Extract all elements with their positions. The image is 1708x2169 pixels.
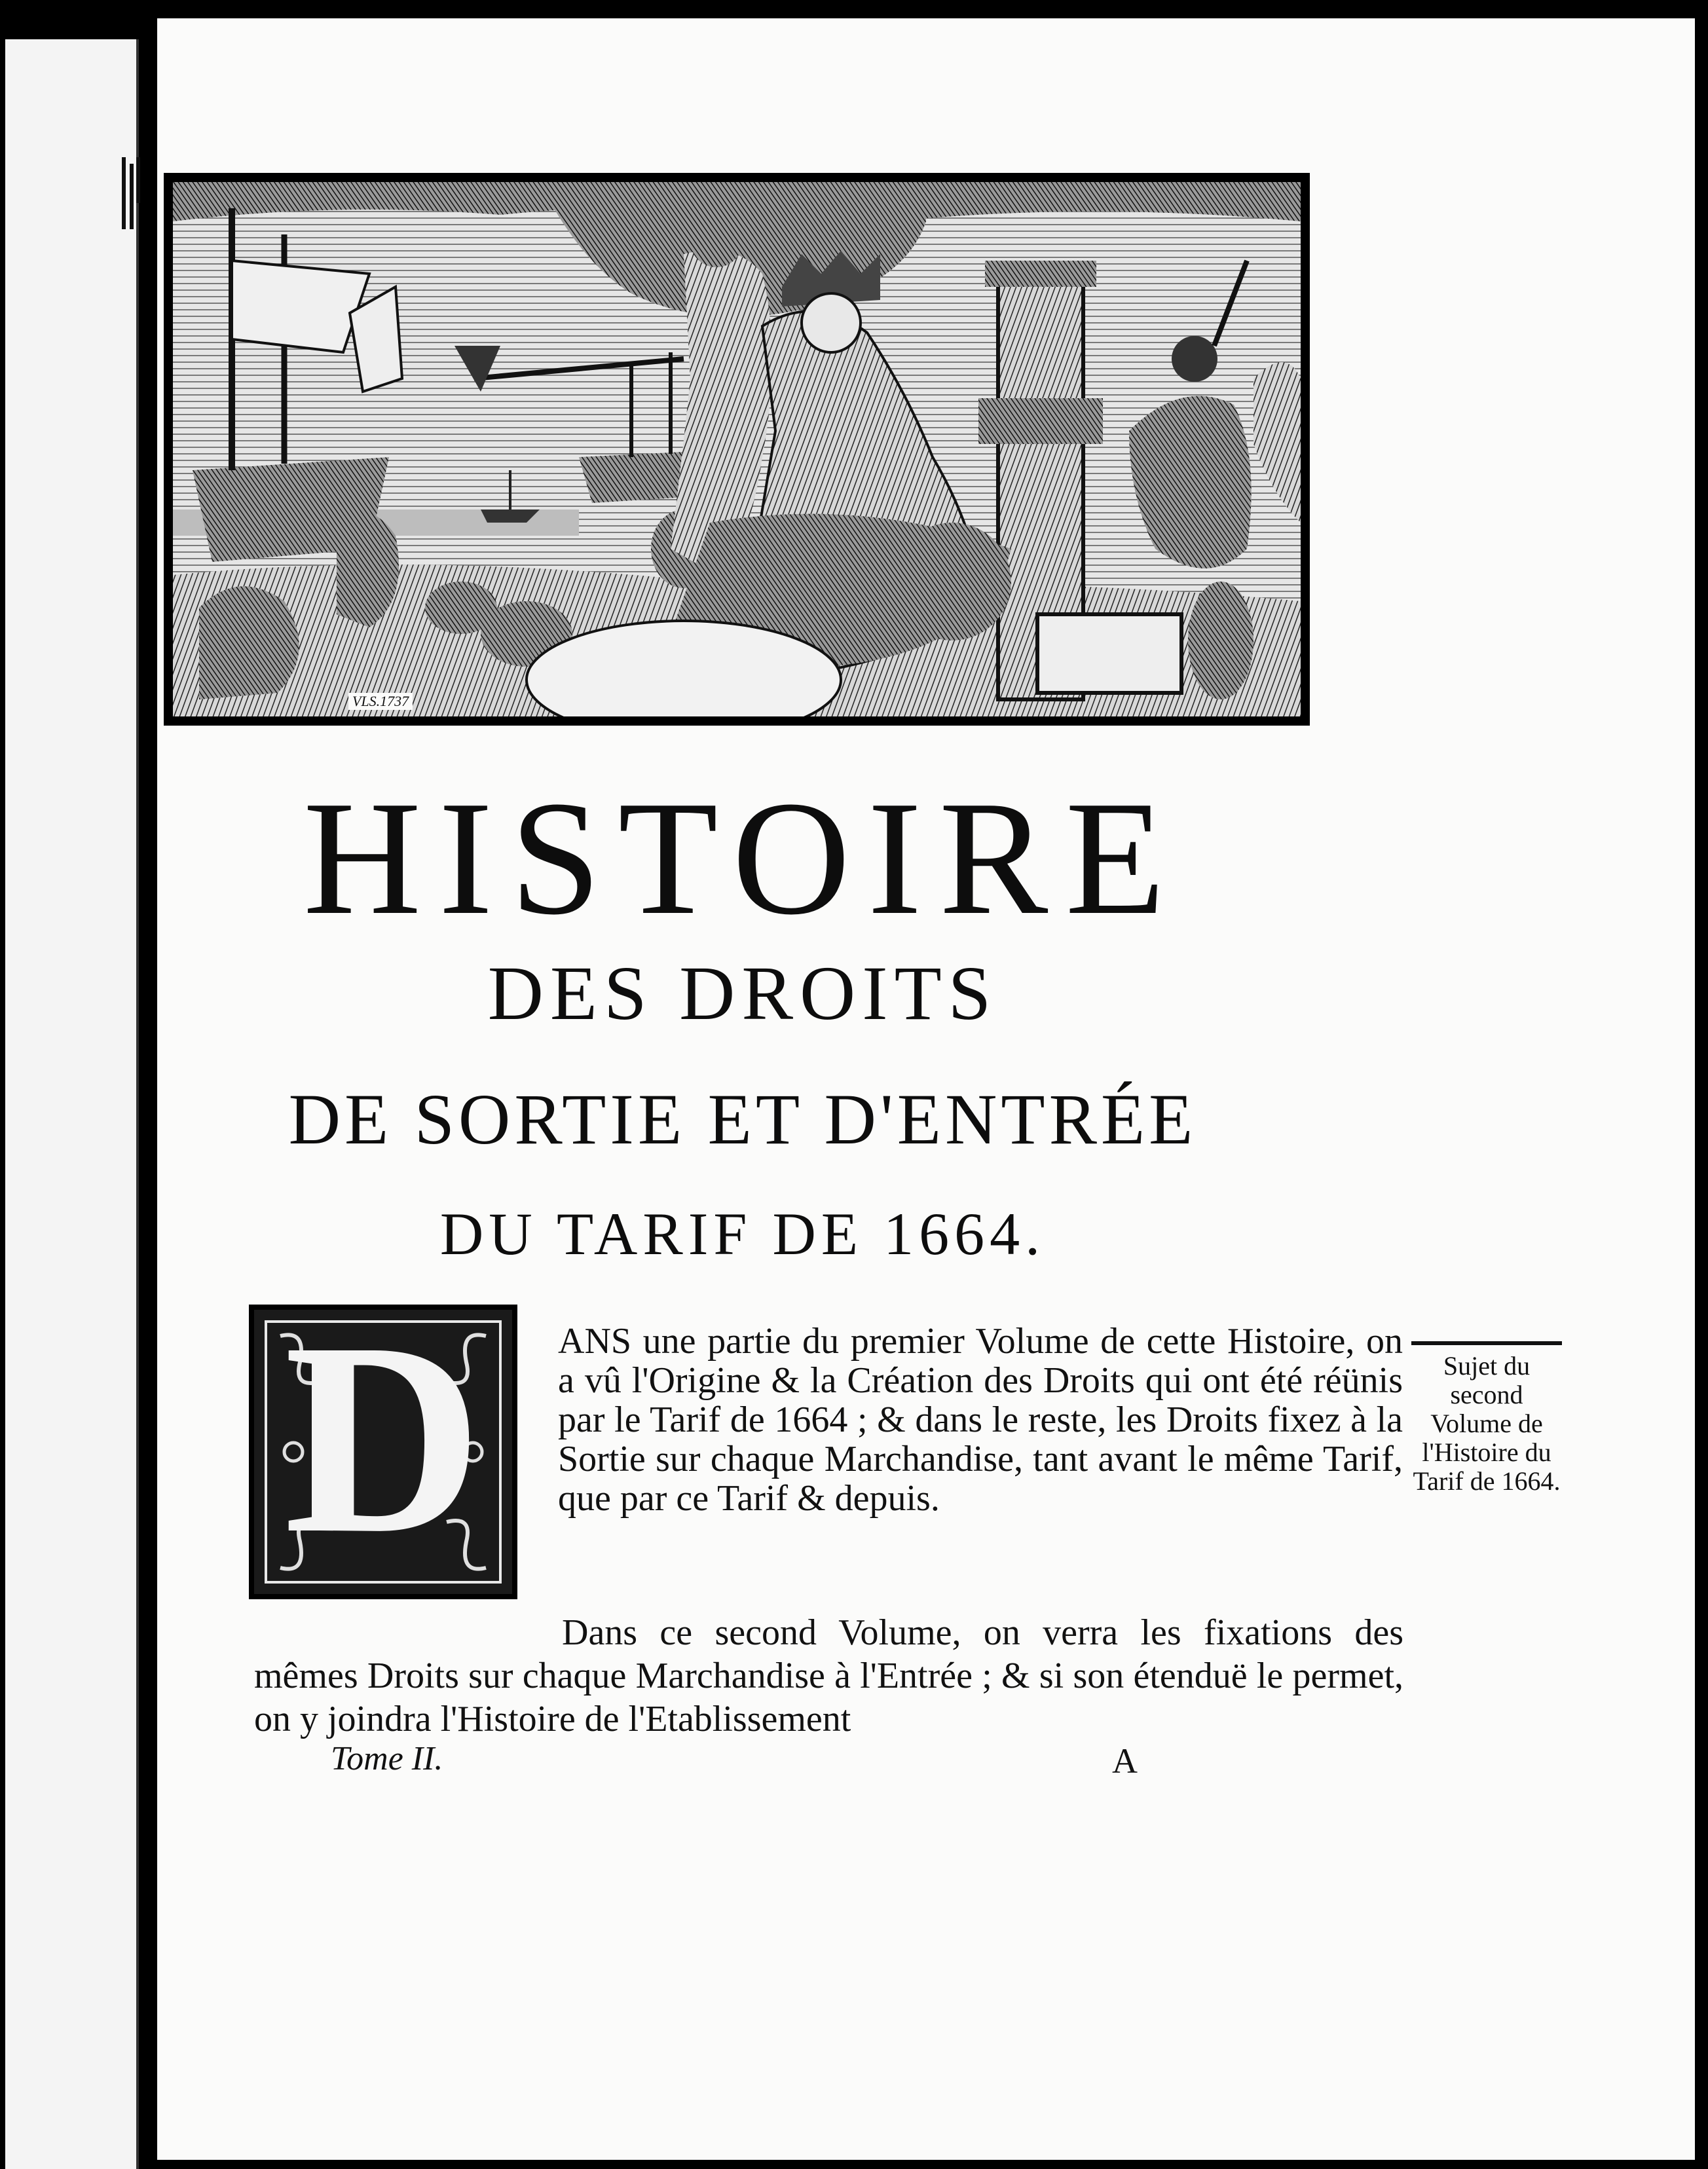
paragraph-1: ANS une partie du premier Volume de cette Histoire, on a vû l'Origine & la Création des Droits qui ont été réünis par le Tarif de 1664 ; & dans le reste, les Droits fixez à la Sortie sur chaque Marchandise, tant avant le même Tarif, que par ce Tarif & depuis.	[558, 1321, 1403, 1519]
title-line-3: DE SORTIE ET D'ENTRÉE	[288, 1079, 1197, 1159]
engraver-signature: VLS.1737	[348, 693, 413, 710]
signature-mark: A	[1112, 1741, 1138, 1781]
headpiece-engraving	[164, 173, 1310, 726]
margin-note-text: Sujet du second Volume de l'Histoire du Tarif de 1664.	[1413, 1351, 1561, 1496]
volume-signature: Tome II.	[331, 1740, 443, 1777]
title-line-1: HISTOIRE	[303, 768, 1183, 949]
margin-note	[1408, 1341, 1565, 1496]
facing-page-edge	[5, 39, 139, 2169]
second-paragraph-block	[254, 1611, 1403, 1741]
paragraph-2: Dans ce second Volume, on verra les fixations des mêmes Droits sur chaque Marchandise à l'Entrée ; & si son étenduë le permet, on y joindra l'Histoire de l'Etablissement	[254, 1612, 1403, 1739]
margin-note-rule	[1411, 1341, 1562, 1345]
ornamental-drop-cap	[249, 1286, 517, 1599]
drop-cap-letter: D	[284, 1286, 483, 1590]
opening-paragraph	[558, 1322, 1403, 1518]
title-line-2: DES DROITS	[487, 950, 998, 1036]
scan-left-margin	[0, 0, 152, 2169]
book-page	[157, 18, 1695, 2160]
allegory-of-commerce-illustration	[173, 182, 1301, 716]
binding-marks	[122, 157, 141, 236]
title-line-4: DU TARIF DE 1664.	[439, 1200, 1046, 1267]
